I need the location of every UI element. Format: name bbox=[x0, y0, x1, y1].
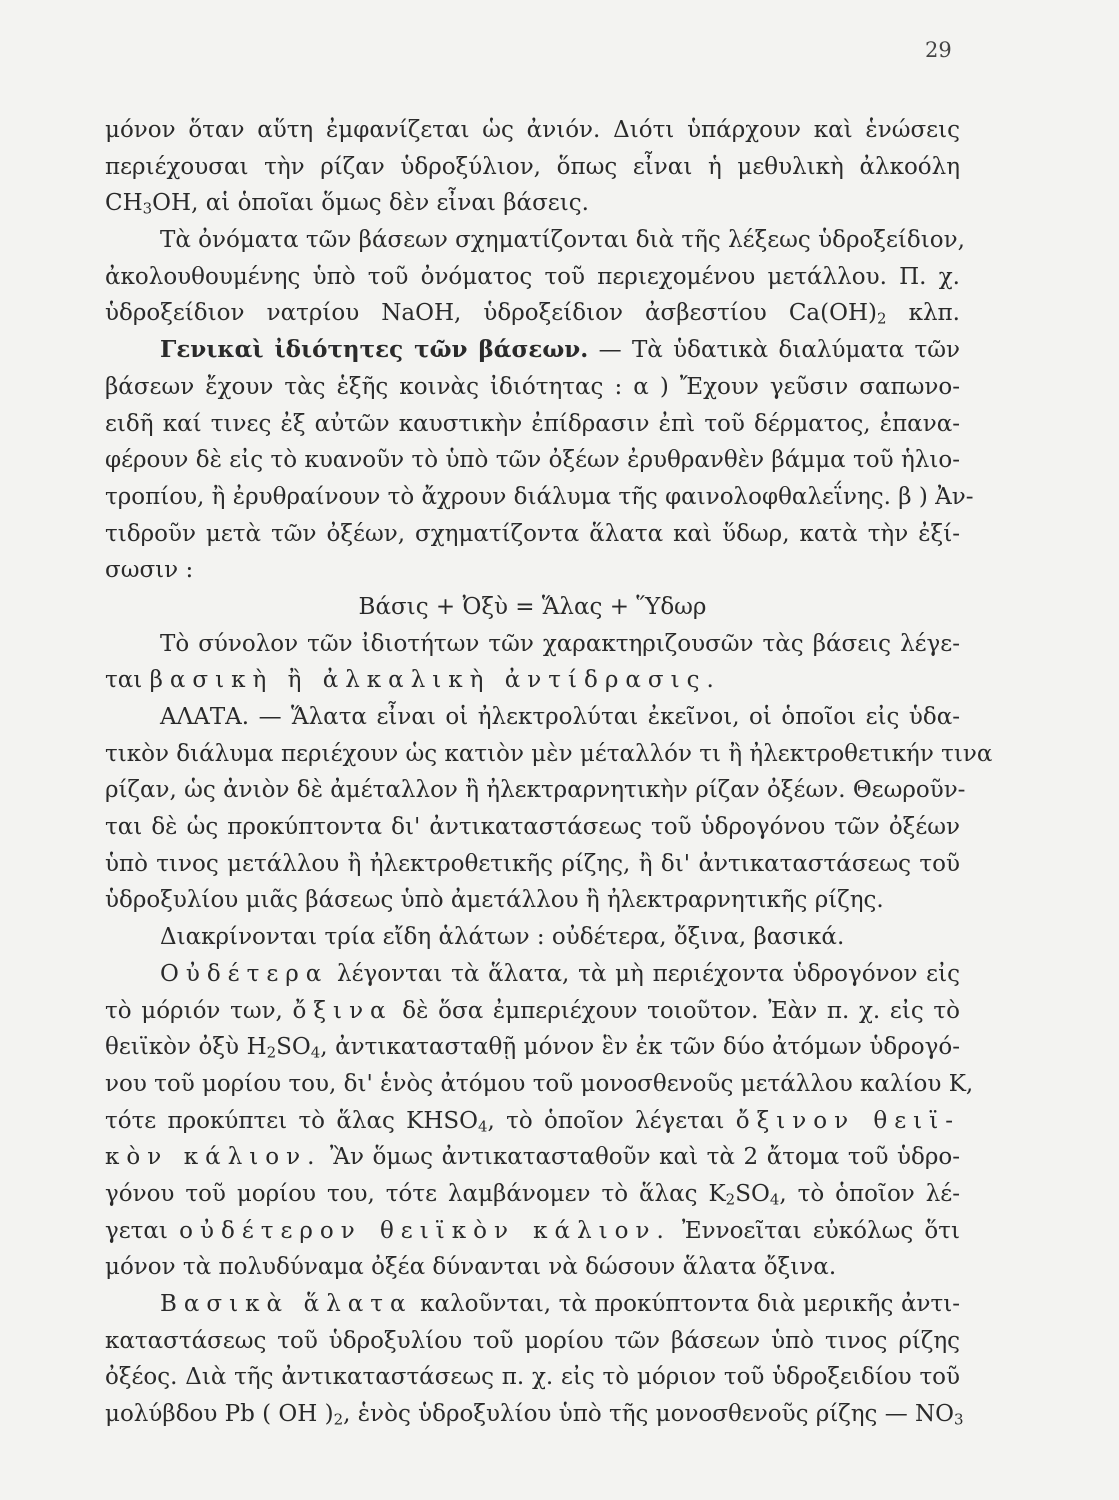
text-line: φέρουν δὲ εἰς τὸ κυανοῦν τὸ ὑπὸ τῶν ὀξέων ἐρυθρανθὲν βάμμα τοῦ ἡλιο- bbox=[105, 447, 960, 474]
text-line: ἀκολουθουμένης ὑπὸ τοῦ ὀνόματος τοῦ περιεχομένου μετάλλου. Π. χ. bbox=[105, 263, 960, 290]
subscript: 3 bbox=[954, 1410, 964, 1429]
emphasized-term: βασικὴ ἢ ἀλκαλικὴ ἀντίδρασις. bbox=[149, 667, 721, 694]
text-line bbox=[105, 1176, 960, 1213]
text-line: σωσιν : bbox=[105, 557, 194, 584]
equation: Βάσις + Ὀξὺ = Ἅλας + Ὕδωρ bbox=[358, 593, 707, 620]
text-span: , τὸ ὁποῖον λέ- bbox=[779, 1180, 960, 1207]
emphasized-term: ὄξινα bbox=[292, 997, 393, 1024]
text-line bbox=[105, 1029, 960, 1066]
text-span: κλπ. bbox=[886, 300, 960, 327]
page-number: 29 bbox=[925, 38, 952, 62]
text-span: ται bbox=[105, 667, 150, 694]
text-line bbox=[105, 1139, 960, 1176]
text-span: γόνου τοῦ μορίου του, τότε λαμβάνομεν τὸ ἅλας K bbox=[105, 1180, 726, 1207]
emphasized-term: Οὐδέτερα bbox=[160, 960, 329, 987]
text-span: ὑδροξείδιον νατρίου NaOH, ὑδροξείδιον ἀσβεστίου Ca(OH) bbox=[105, 300, 877, 327]
text-span: SO bbox=[276, 1034, 311, 1061]
text-span: SO bbox=[735, 1180, 770, 1207]
text-span: τὸ μόριόν των, bbox=[105, 997, 293, 1024]
text-span: γεται bbox=[105, 1217, 180, 1244]
text-span: μολύβδου Pb ( OH ) bbox=[105, 1401, 334, 1428]
emphasized-term: κὸν κάλιον. bbox=[105, 1144, 322, 1171]
section-heading: Γενικαὶ ἰδιότητες τῶν βάσεων. bbox=[160, 336, 589, 364]
emphasized-term: οὐδέτερον θειϊκὸν κάλιον. bbox=[179, 1217, 671, 1244]
subscript: 4 bbox=[769, 1190, 780, 1209]
text-line: ὑδροξυλίου μιᾶς βάσεως ὑπὸ ἀμετάλλου ἢ ἠλεκτραρνητικῆς ρίζης. bbox=[105, 887, 884, 914]
subscript: 2 bbox=[877, 310, 887, 329]
text-line bbox=[105, 956, 960, 993]
text-line: Τὸ σύνολον τῶν ἰδιοτήτων τῶν χαρακτηριζουσῶν τὰς βάσεις λέγε- bbox=[160, 630, 960, 657]
emphasized-term: Βασικὰ ἅλατα bbox=[160, 1291, 413, 1317]
text-line: ειδῆ καί τινες ἐξ αὐτῶν καυστικὴν ἐπίδρασιν ἐπὶ τοῦ δέρματος, ἐπανα- bbox=[105, 410, 960, 437]
text-line: ὀξέος. Διὰ τῆς ἀντικαταστάσεως π. χ. εἰς τὸ μόριον τοῦ ὑδροξειδίου τοῦ bbox=[105, 1364, 960, 1391]
text-line: Τὰ ὀνόματα τῶν βάσεων σχηματίζονται διὰ τῆς λέξεως ὑδροξείδιον, bbox=[160, 227, 965, 254]
text-span: Ἐννοεῖται εὐκόλως ὅτι bbox=[670, 1217, 961, 1244]
text-line: καταστάσεως τοῦ ὑδροξυλίου τοῦ μορίου τῶν βάσεων ὑπὸ τινος ρίζης bbox=[105, 1327, 960, 1354]
text-span: , ἀντικατασταθῇ μόνον ἓν ἐκ τῶν δύο ἀτόμων ὑδρογό- bbox=[320, 1034, 960, 1061]
subscript: 2 bbox=[266, 1043, 277, 1062]
text-line: ΑΛΑΤΑ. — Ἅλατα εἶναι οἱ ἠλεκτρολύται ἐκεῖνοι, οἱ ὁποῖοι εἰς ὑδα- bbox=[160, 704, 960, 730]
text-line bbox=[105, 1213, 960, 1250]
text-line bbox=[105, 295, 960, 332]
text-line bbox=[105, 1286, 960, 1323]
subscript: 2 bbox=[333, 1410, 344, 1429]
subscript: 2 bbox=[725, 1190, 736, 1209]
text-line: ται δὲ ὡς προκύπτοντα δι' ἀντικαταστάσεως τοῦ ὑδρογόνου τῶν ὀξέων bbox=[105, 814, 960, 841]
text-span: , τὸ ὁποῖον λέγεται bbox=[487, 1107, 736, 1134]
text-span: Ἂν ὅμως ἀντικατασταθοῦν καὶ τὰ 2 ἄτομα τοῦ ὑδρο- bbox=[321, 1144, 960, 1171]
subscript: 3 bbox=[142, 200, 153, 219]
text-line bbox=[105, 662, 960, 699]
text-span: θειϊκὸν ὀξὺ H bbox=[105, 1034, 267, 1061]
text-line: τροπίου, ἢ ἐρυθραίνουν τὸ ἄχρουν διάλυμα τῆς φαινολοφθαλεΐνης. β ) Ἀν- bbox=[105, 483, 974, 510]
text-line: μόνον ὅταν αὕτη ἐμφανίζεται ὡς ἀνιόν. Διότι ὑπάρχουν καὶ ἑνώσεις bbox=[105, 117, 960, 143]
text-line: περιέχουσαι τὴν ρίζαν ὑδροξύλιον, ὅπως εἶναι ἡ μεθυλικὴ ἀλκοόλη bbox=[105, 153, 960, 180]
text-span: τότε προκύπτει τὸ ἅλας KHSO bbox=[105, 1107, 479, 1134]
text-span: λέγονται τὰ ἅλατα, τὰ μὴ περιέχοντα ὑδρογόνον εἰς bbox=[328, 960, 960, 987]
text-line bbox=[105, 332, 960, 369]
body-text bbox=[105, 112, 993, 1433]
text-line bbox=[105, 185, 960, 222]
text-line: ρίζαν, ὡς ἀνιὸν δὲ ἀμέταλλον ἢ ἠλεκτραρνητικὴν ρίζαν ὀξέων. Θεωροῦν- bbox=[105, 777, 966, 804]
subscript: 4 bbox=[478, 1117, 488, 1136]
text-line bbox=[105, 1103, 960, 1140]
text-line: τιδροῦν μετὰ τῶν ὀξέων, σχηματίζοντα ἅλατα καὶ ὕδωρ, κατὰ τὴν ἐξί- bbox=[105, 520, 960, 547]
text-span: , ἑνὸς ὑδροξυλίου ὑπὸ τῆς μονοσθενοῦς ρίζης — NO bbox=[343, 1401, 955, 1428]
text-line: βάσεων ἔχουν τὰς ἑξῆς κοινὰς ἰδιότητας : α ) Ἔχουν γεῦσιν σαπωνο- bbox=[105, 373, 960, 400]
text-line: Διακρίνονται τρία εἴδη ἁλάτων : οὐδέτερα, ὄξινα, βασικά. bbox=[160, 924, 845, 951]
text-line: νου τοῦ μορίου του, δι' ἑνὸς ἀτόμου τοῦ μονοσθενοῦς μετάλλου καλίου K, bbox=[105, 1070, 974, 1097]
text-line bbox=[105, 1396, 964, 1433]
text-span: OH, αἱ ὁποῖαι ὅμως δὲν εἶναι βάσεις. bbox=[152, 190, 589, 217]
text-line bbox=[105, 993, 960, 1030]
text-span: — Τὰ ὑδατικὰ διαλύματα τῶν bbox=[588, 337, 960, 364]
formula-text: CH bbox=[105, 190, 143, 217]
text-line: ὑπὸ τινος μετάλλου ἢ ἠλεκτροθετικῆς ρίζης, ἢ δι' ἀντικαταστάσεως τοῦ bbox=[105, 850, 960, 877]
text-line: τικὸν διάλυμα περιέχουν ὡς κατιὸν μὲν μέταλλόν τι ἢ ἠλεκτροθετικήν τινα bbox=[105, 740, 993, 767]
text-span: δὲ ὅσα ἐμπεριέχουν τοιοῦτον. Ἐὰν π. χ. εἰς τὸ bbox=[392, 997, 960, 1024]
text-line: μόνον τὰ πολυδύναμα ὀξέα δύνανται νὰ δώσουν ἅλατα ὄξινα. bbox=[105, 1254, 837, 1281]
emphasized-term: ὄξινον θειϊ- bbox=[735, 1107, 960, 1134]
text-span: καλοῦνται, τὰ προκύπτοντα διὰ μερικῆς ἀντι- bbox=[412, 1291, 960, 1317]
subscript: 4 bbox=[310, 1043, 321, 1062]
